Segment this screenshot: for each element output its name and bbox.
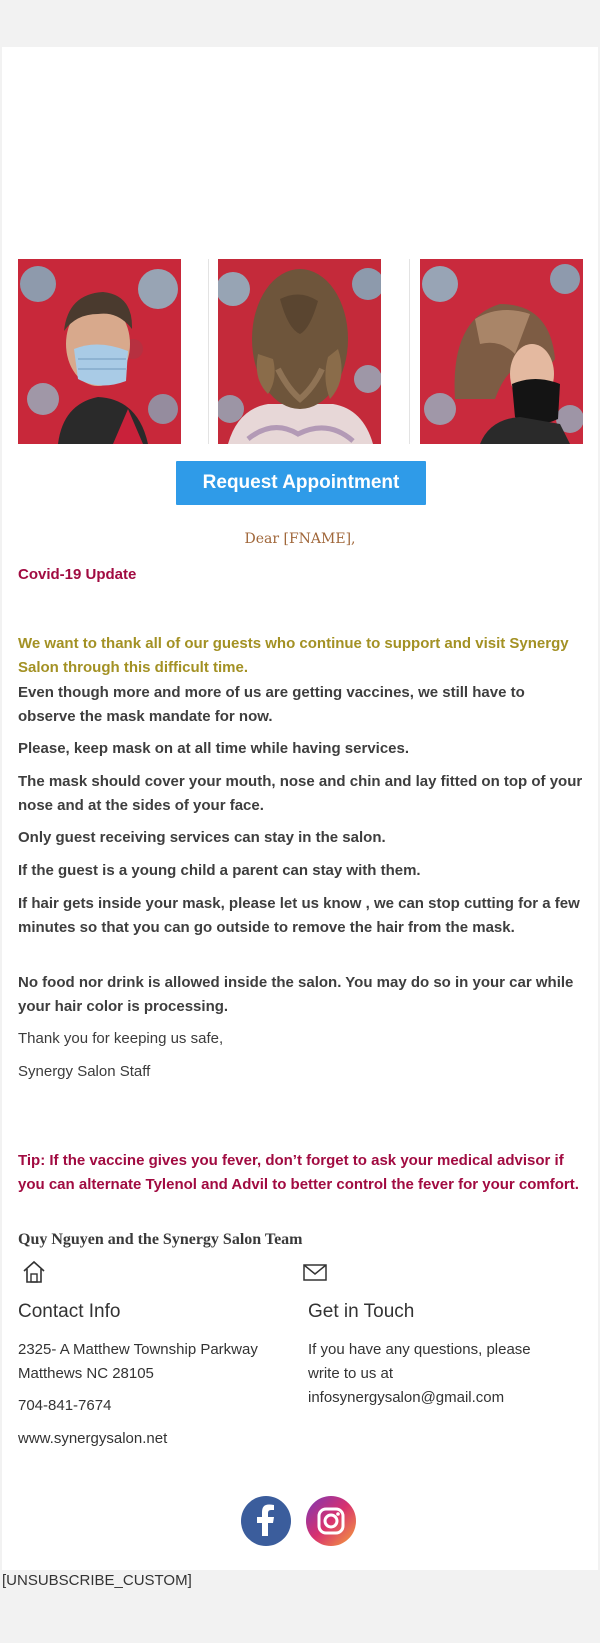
intro-text: We want to thank all of our guests who continue to support and visit Synergy Salon through this difficult time. [18, 635, 569, 676]
request-appointment-button[interactable]: Request Appointment [176, 461, 426, 505]
paragraph: If hair gets inside your mask, please let us know , we can stop cutting for a few minutes so that you can go outside to remove the hair from the mask. [18, 895, 580, 936]
paragraph: Only guest receiving services can stay in the salon. [18, 829, 386, 846]
instagram-icon[interactable] [306, 1496, 356, 1546]
touch-text-line-2: write to us at [308, 1365, 394, 1382]
unsubscribe-link[interactable]: [UNSUBSCRIBE_CUSTOM] [2, 1572, 192, 1589]
facebook-icon[interactable] [241, 1496, 291, 1546]
home-icon [21, 1259, 47, 1285]
signature: Quy Nguyen and the Synergy Salon Team [18, 1231, 303, 1248]
touch-text-line-1: If you have any questions, please [308, 1341, 531, 1358]
phone-number[interactable]: 704-841-7674 [18, 1397, 112, 1414]
address-line-2: Matthews NC 28105 [18, 1365, 154, 1382]
paragraph: If the guest is a young child a parent can stay with them. [18, 862, 421, 879]
salon-photo-man-mask [18, 259, 181, 444]
contact-title: Contact Info [18, 1301, 121, 1322]
tip-text: Tip: If the vaccine gives you fever, don’t forget to ask your medical advisor if you can alternate Tylenol and Advil to better control the fever for your comfort. [18, 1152, 579, 1193]
email-link[interactable]: infosynergysalon@gmail.com [308, 1389, 505, 1406]
paragraph: Please, keep mask on at all time while having services. [18, 740, 410, 757]
website-link[interactable]: www.synergysalon.net [18, 1430, 168, 1447]
salon-photo-curly-hair [218, 259, 381, 444]
salon-photo-woman-mask [420, 259, 583, 444]
email-card [2, 47, 598, 1570]
get-in-touch-title: Get in Touch [308, 1301, 415, 1322]
paragraph: Even though more and more of us are getting vaccines, we still have to observe the mask mandate for now. [18, 684, 525, 725]
paragraph: The mask should cover your mouth, nose and chin and lay fitted on top of your nose and at the sides of your face. [18, 773, 583, 814]
envelope-icon [302, 1259, 328, 1285]
greeting: Dear [FNAME], [244, 531, 356, 547]
photo-strip [18, 259, 584, 445]
section-heading: Covid-19 Update [18, 566, 137, 583]
closing-signoff: Synergy Salon Staff [18, 1063, 151, 1080]
closing-line: Thank you for keeping us safe, [18, 1030, 224, 1047]
paragraph: No food nor drink is allowed inside the salon. You may do so in your car while your hair color is processing. [18, 974, 574, 1015]
address-line-1: 2325- A Matthew Township Parkway [18, 1341, 258, 1358]
photo-divider [409, 259, 410, 444]
photo-divider [208, 259, 209, 444]
